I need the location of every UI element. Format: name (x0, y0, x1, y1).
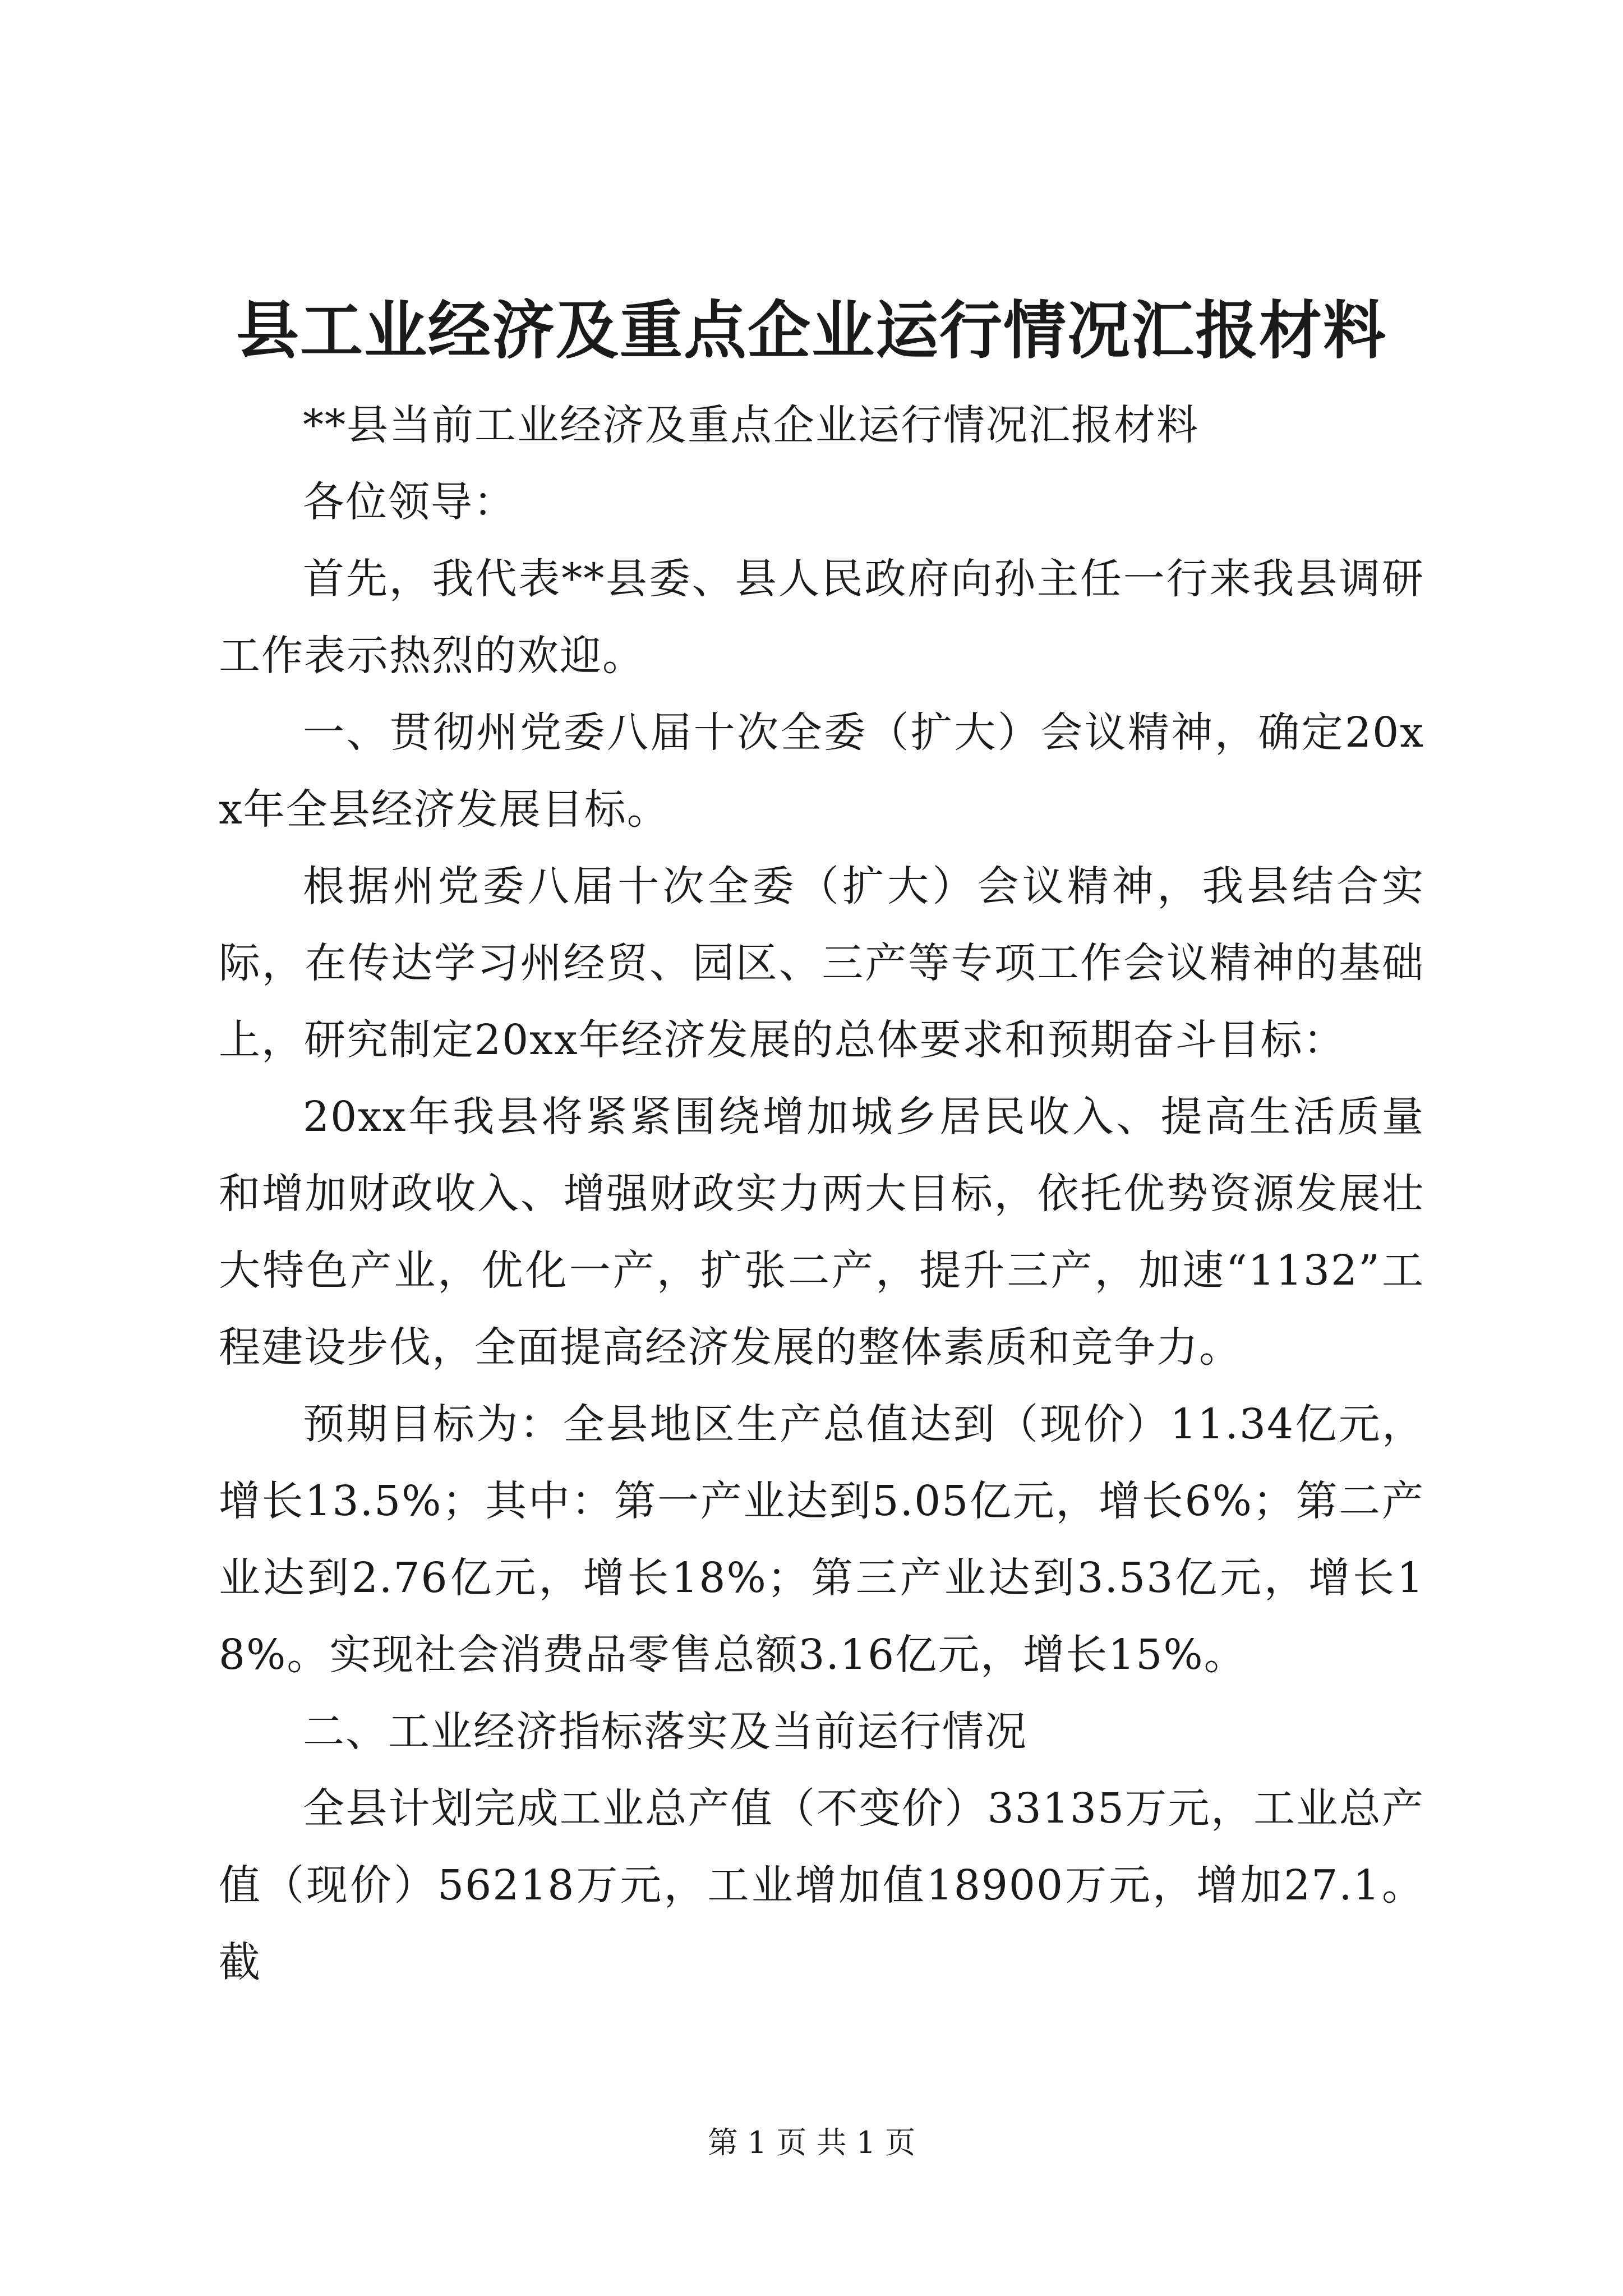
paragraph-basis: 根据州党委八届十次全委（扩大）会议精神，我县结合实际，在传达学习州经贸、园区、三产等专项工作会议精神的基础上，研究制定20xx年经济发展的总体要求和预期奋斗目标： (219, 862, 1424, 1064)
document-title: 县工业经济及重点企业运行情况汇报材料 (236, 294, 1387, 367)
page-footer: 第 1 页 共 1 页 (707, 2125, 916, 2160)
section-heading-one: 一、贯彻州党委八届十次全委（扩大）会议精神，确定20xx年全县经济发展目标。 (219, 708, 1424, 834)
document-body (219, 387, 1424, 2001)
paragraph-targets: 预期目标为：全县地区生产总值达到（现价）11.34亿元，增长13.5%；其中：第一产业达到5.05亿元，增长6%；第二产业达到2.76亿元，增长18%；第三产业达到3.53亿元，增长18%。实现社会消费品零售总额3.16亿元，增长15%。 (219, 1400, 1424, 1679)
paragraph-salutation: 各位领导： (303, 478, 516, 526)
paragraph-welcome: 首先，我代表**县委、县人民政府向孙主任一行来我县调研工作表示热烈的欢迎。 (219, 555, 1424, 680)
section-heading-two: 二、工业经济指标落实及当前运行情况 (303, 1708, 1027, 1756)
paragraph-industry: 全县计划完成工业总产值（不变价）33135万元，工业总产值（现价）56218万元，工业增加值18900万元，增加27.1。截 (219, 1784, 1424, 1986)
paragraph-subtitle: **县当前工业经济及重点企业运行情况汇报材料 (303, 401, 1199, 449)
paragraph-goals: 20xx年我县将紧紧围绕增加城乡居民收入、提高生活质量和增加财政收入、增强财政实力两大目标，依托优势资源发展壮大特色产业，优化一产，扩张二产，提升三产，加速“1132”工程建设步伐，全面提高经济发展的整体素质和竞争力。 (219, 1093, 1424, 1372)
